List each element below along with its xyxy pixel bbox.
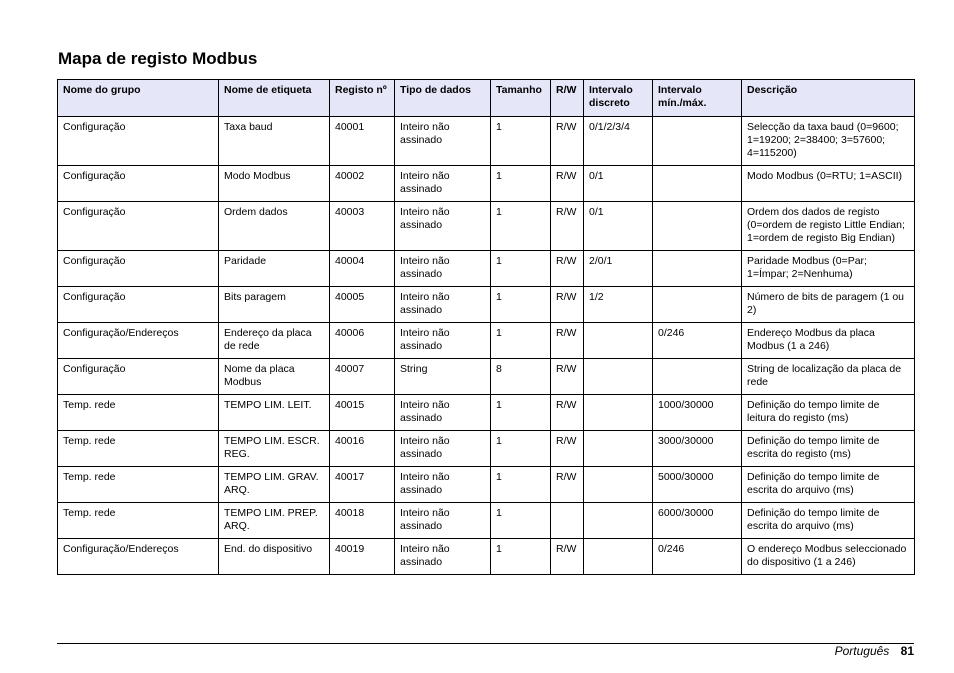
cell-description: Endereço Modbus da placa Modbus (1 a 246) <box>742 323 915 359</box>
cell-read-write: R/W <box>551 467 584 503</box>
cell-description: Número de bits de paragem (1 ou 2) <box>742 287 915 323</box>
cell-discrete-range <box>584 359 653 395</box>
table-row <box>58 539 915 575</box>
table-row <box>58 202 915 251</box>
cell-data-type: Inteiro não assinado <box>395 467 491 503</box>
cell-read-write: R/W <box>551 395 584 431</box>
cell-read-write: R/W <box>551 539 584 575</box>
modbus-register-table <box>57 79 915 575</box>
header-read-write: R/W <box>551 80 584 117</box>
table-row <box>58 467 915 503</box>
header-description: Descrição <box>742 80 915 117</box>
cell-size: 1 <box>491 431 551 467</box>
cell-size: 1 <box>491 539 551 575</box>
cell-min-max-range: 3000/30000 <box>653 431 742 467</box>
cell-discrete-range: 2/0/1 <box>584 251 653 287</box>
cell-group-name: Configuração <box>58 202 219 251</box>
cell-size: 8 <box>491 359 551 395</box>
cell-group-name: Temp. rede <box>58 503 219 539</box>
cell-discrete-range: 1/2 <box>584 287 653 323</box>
cell-register-number: 40007 <box>330 359 395 395</box>
header-data-type: Tipo de dados <box>395 80 491 117</box>
cell-data-type: Inteiro não assinado <box>395 202 491 251</box>
cell-min-max-range <box>653 202 742 251</box>
cell-read-write: R/W <box>551 202 584 251</box>
cell-size: 1 <box>491 202 551 251</box>
cell-group-name: Configuração <box>58 251 219 287</box>
cell-data-type: Inteiro não assinado <box>395 539 491 575</box>
cell-tag-name: TEMPO LIM. GRAV. ARQ. <box>219 467 330 503</box>
cell-tag-name: TEMPO LIM. PREP. ARQ. <box>219 503 330 539</box>
cell-data-type: Inteiro não assinado <box>395 117 491 166</box>
table-row <box>58 251 915 287</box>
cell-discrete-range <box>584 467 653 503</box>
cell-register-number: 40015 <box>330 395 395 431</box>
cell-min-max-range <box>653 287 742 323</box>
cell-tag-name: Modo Modbus <box>219 166 330 202</box>
cell-size: 1 <box>491 323 551 359</box>
cell-data-type: String <box>395 359 491 395</box>
footer-divider <box>57 643 914 644</box>
cell-tag-name: End. do dispositivo <box>219 539 330 575</box>
cell-size: 1 <box>491 395 551 431</box>
cell-size: 1 <box>491 117 551 166</box>
cell-register-number: 40016 <box>330 431 395 467</box>
cell-discrete-range <box>584 503 653 539</box>
cell-min-max-range <box>653 251 742 287</box>
cell-size: 1 <box>491 503 551 539</box>
cell-group-name: Configuração <box>58 287 219 323</box>
cell-min-max-range: 0/246 <box>653 539 742 575</box>
cell-tag-name: Taxa baud <box>219 117 330 166</box>
cell-discrete-range <box>584 431 653 467</box>
cell-group-name: Configuração <box>58 166 219 202</box>
cell-data-type: Inteiro não assinado <box>395 431 491 467</box>
cell-read-write: R/W <box>551 287 584 323</box>
cell-read-write: R/W <box>551 117 584 166</box>
cell-data-type: Inteiro não assinado <box>395 395 491 431</box>
cell-size: 1 <box>491 467 551 503</box>
cell-discrete-range <box>584 395 653 431</box>
cell-read-write: R/W <box>551 431 584 467</box>
cell-size: 1 <box>491 287 551 323</box>
cell-description: Ordem dos dados de registo (0=ordem de registo Little Endian; 1=ordem de registo Big Endian) <box>742 202 915 251</box>
cell-data-type: Inteiro não assinado <box>395 251 491 287</box>
cell-read-write: R/W <box>551 166 584 202</box>
cell-read-write: R/W <box>551 323 584 359</box>
cell-discrete-range: 0/1 <box>584 166 653 202</box>
header-tag-name: Nome de etiqueta <box>219 80 330 117</box>
table-row <box>58 117 915 166</box>
table-row <box>58 323 915 359</box>
cell-description: Selecção da taxa baud (0=9600; 1=19200; 2=38400; 3=57600; 4=115200) <box>742 117 915 166</box>
cell-group-name: Temp. rede <box>58 395 219 431</box>
cell-tag-name: Paridade <box>219 251 330 287</box>
cell-min-max-range: 5000/30000 <box>653 467 742 503</box>
cell-tag-name: Bits paragem <box>219 287 330 323</box>
cell-register-number: 40001 <box>330 117 395 166</box>
cell-group-name: Configuração <box>58 117 219 166</box>
cell-discrete-range <box>584 323 653 359</box>
cell-size: 1 <box>491 166 551 202</box>
cell-read-write: R/W <box>551 359 584 395</box>
cell-discrete-range: 0/1/2/3/4 <box>584 117 653 166</box>
table-row <box>58 166 915 202</box>
cell-group-name: Configuração <box>58 359 219 395</box>
header-group-name: Nome do grupo <box>58 80 219 117</box>
header-size: Tamanho <box>491 80 551 117</box>
page-title: Mapa de registo Modbus <box>58 49 258 68</box>
header-discrete-range: Intervalo discreto <box>584 80 653 117</box>
cell-description: Definição do tempo limite de escrita do registo (ms) <box>742 431 915 467</box>
cell-data-type: Inteiro não assinado <box>395 323 491 359</box>
header-min-max-range: Intervalo mín./máx. <box>653 80 742 117</box>
cell-min-max-range: 0/246 <box>653 323 742 359</box>
cell-data-type: Inteiro não assinado <box>395 503 491 539</box>
table-row <box>58 359 915 395</box>
header-register-number: Registo nº <box>330 80 395 117</box>
cell-description: String de localização da placa de rede <box>742 359 915 395</box>
cell-read-write <box>551 503 584 539</box>
cell-group-name: Temp. rede <box>58 467 219 503</box>
cell-data-type: Inteiro não assinado <box>395 166 491 202</box>
cell-size: 1 <box>491 251 551 287</box>
cell-description: Definição do tempo limite de escrita do arquivo (ms) <box>742 503 915 539</box>
cell-tag-name: Endereço da placa de rede <box>219 323 330 359</box>
table-row <box>58 431 915 467</box>
cell-description: O endereço Modbus seleccionado do dispositivo (1 a 246) <box>742 539 915 575</box>
cell-min-max-range <box>653 166 742 202</box>
cell-read-write: R/W <box>551 251 584 287</box>
cell-description: Paridade Modbus (0=Par; 1=Ímpar; 2=Nenhuma) <box>742 251 915 287</box>
cell-register-number: 40019 <box>330 539 395 575</box>
table-header-row <box>58 80 915 117</box>
cell-group-name: Temp. rede <box>58 431 219 467</box>
cell-description: Definição do tempo limite de escrita do arquivo (ms) <box>742 467 915 503</box>
cell-tag-name: Ordem dados <box>219 202 330 251</box>
cell-discrete-range: 0/1 <box>584 202 653 251</box>
cell-description: Definição do tempo limite de leitura do registo (ms) <box>742 395 915 431</box>
page-number: 81 <box>900 644 914 658</box>
cell-description: Modo Modbus (0=RTU; 1=ASCII) <box>742 166 915 202</box>
cell-min-max-range: 6000/30000 <box>653 503 742 539</box>
table-row <box>58 395 915 431</box>
cell-min-max-range <box>653 117 742 166</box>
cell-register-number: 40006 <box>330 323 395 359</box>
page-footer <box>835 644 914 658</box>
cell-register-number: 40018 <box>330 503 395 539</box>
cell-tag-name: TEMPO LIM. LEIT. <box>219 395 330 431</box>
cell-register-number: 40003 <box>330 202 395 251</box>
cell-register-number: 40004 <box>330 251 395 287</box>
cell-group-name: Configuração/Endereços <box>58 323 219 359</box>
cell-data-type: Inteiro não assinado <box>395 287 491 323</box>
cell-group-name: Configuração/Endereços <box>58 539 219 575</box>
cell-register-number: 40017 <box>330 467 395 503</box>
cell-tag-name: TEMPO LIM. ESCR. REG. <box>219 431 330 467</box>
footer-language: Português <box>834 644 890 658</box>
cell-register-number: 40002 <box>330 166 395 202</box>
cell-register-number: 40005 <box>330 287 395 323</box>
cell-tag-name: Nome da placa Modbus <box>219 359 330 395</box>
table-row <box>58 503 915 539</box>
cell-discrete-range <box>584 539 653 575</box>
cell-min-max-range: 1000/30000 <box>653 395 742 431</box>
table-row <box>58 287 915 323</box>
cell-min-max-range <box>653 359 742 395</box>
